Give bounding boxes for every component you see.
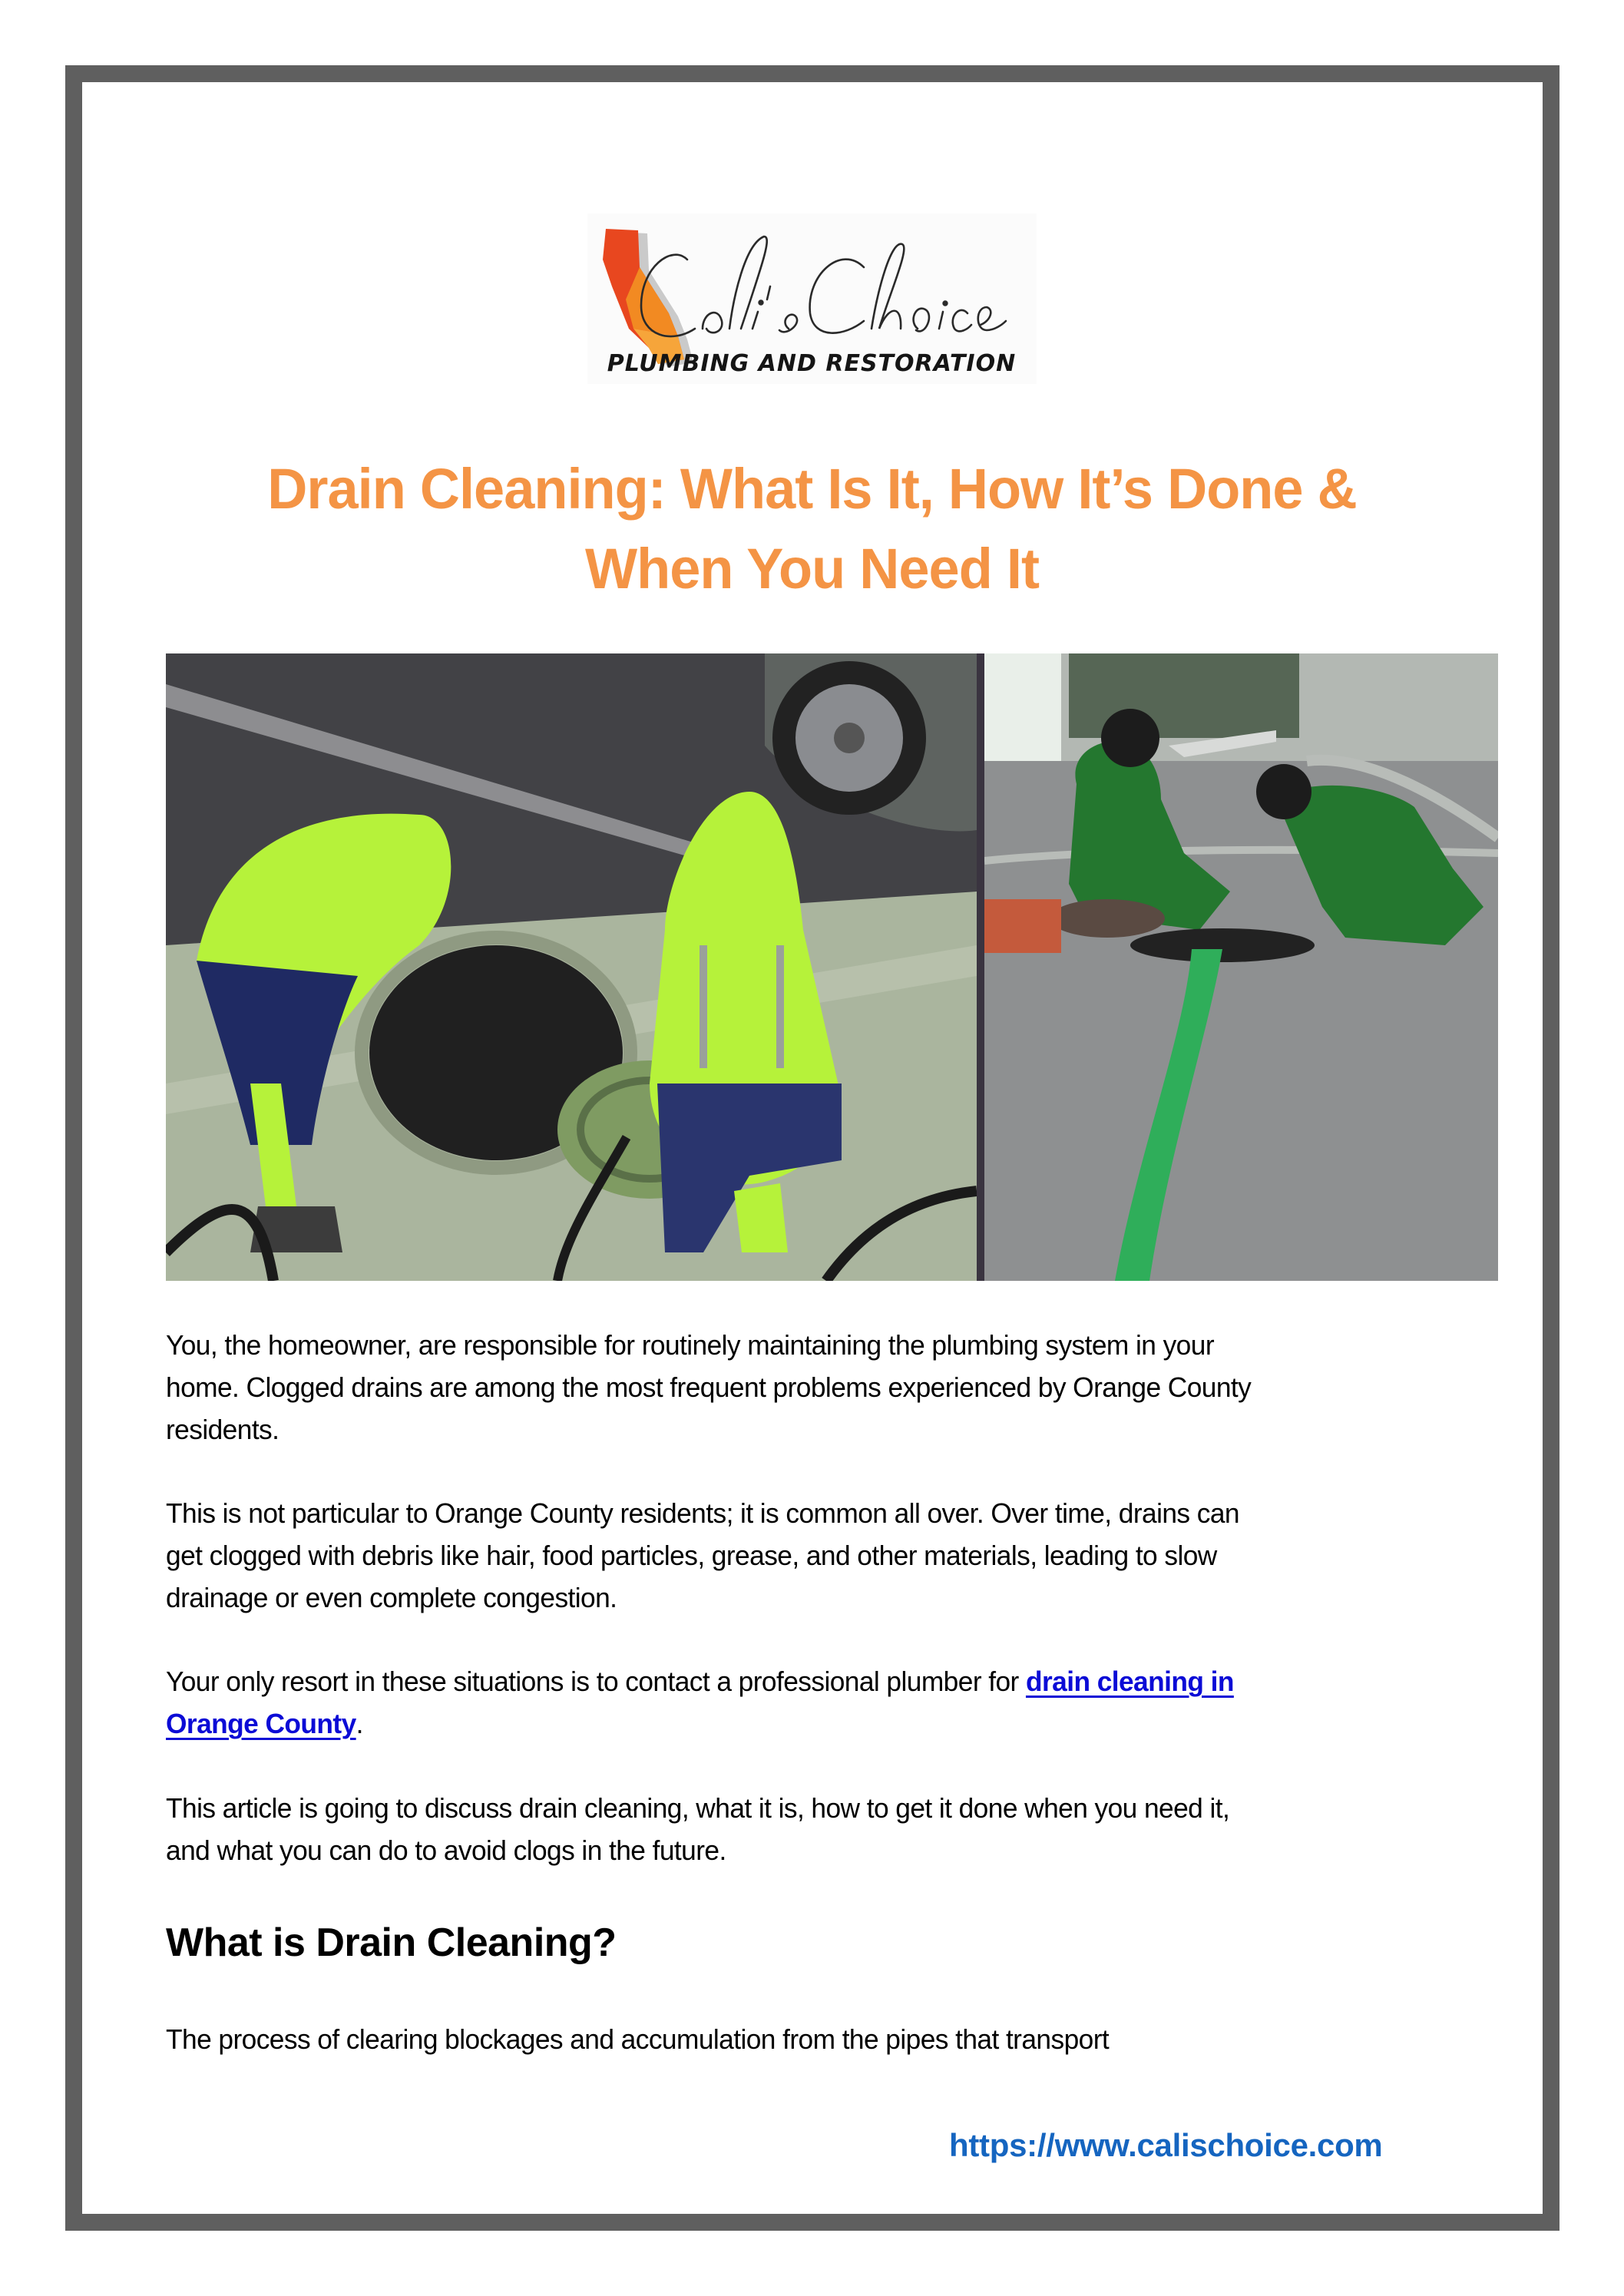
paragraph-2	[166, 1492, 1455, 1619]
paragraph-5	[166, 2018, 1455, 2060]
paragraph-line: This is not particular to Orange County residents; it is common all over. Over time, drains can	[166, 1497, 1239, 1529]
paragraph-3	[166, 1660, 1455, 1745]
paragraph-line	[166, 1702, 1455, 1745]
svg-text:PLUMBING AND RESTORATION: PLUMBING AND RESTORATION	[607, 350, 1017, 377]
paragraph-line	[166, 1660, 1455, 1702]
photo-manhole-workers-hivis	[166, 653, 977, 1281]
paragraph-line: home. Clogged drains are among the most frequent problems experienced by Orange County	[166, 1371, 1252, 1403]
paragraph-line: get clogged with debris like hair, food particles, grease, and other materials, leading to slow	[166, 1540, 1217, 1571]
title-line-2: When You Need It	[584, 537, 1040, 600]
footer-website-link[interactable]: https://www.calischoice.com	[949, 2127, 1383, 2163]
section-heading: What is Drain Cleaning?	[166, 1921, 617, 1965]
drain-cleaning-orange-county-link[interactable]: drain cleaning in	[1025, 1666, 1234, 1697]
paragraph-4	[166, 1787, 1455, 1871]
title-line-1: Drain Cleaning: What Is It, How It’s Done &	[267, 457, 1357, 521]
paragraph-1	[166, 1324, 1455, 1451]
paragraph-line: You, the homeowner, are responsible for routinely maintaining the plumbing system in your	[166, 1329, 1215, 1361]
paragraph-text: .	[356, 1708, 363, 1739]
page-title	[123, 449, 1501, 609]
paragraph-line: This article is going to discuss drain cleaning, what it is, how to get it done when you need it,	[166, 1792, 1230, 1824]
paragraph-line: and what you can do to avoid clogs in the future.	[166, 1834, 726, 1866]
drain-cleaning-orange-county-link-continued[interactable]: Orange County	[166, 1708, 356, 1739]
paragraph-line: residents.	[166, 1414, 279, 1445]
paragraph-line: The process of clearing blockages and accumulation from the pipes that transport	[166, 2023, 1110, 2055]
company-logo	[587, 213, 1037, 384]
photo-divider	[977, 653, 984, 1281]
paragraph-line: drainage or even complete congestion.	[166, 1582, 617, 1613]
paragraph-text: Your only resort in these situations is to contact a professional plumber for	[166, 1666, 1026, 1697]
california-state-icon	[587, 213, 1037, 384]
hero-photo-collage	[166, 653, 1498, 1281]
photo-manhole-workers-green	[984, 653, 1498, 1281]
